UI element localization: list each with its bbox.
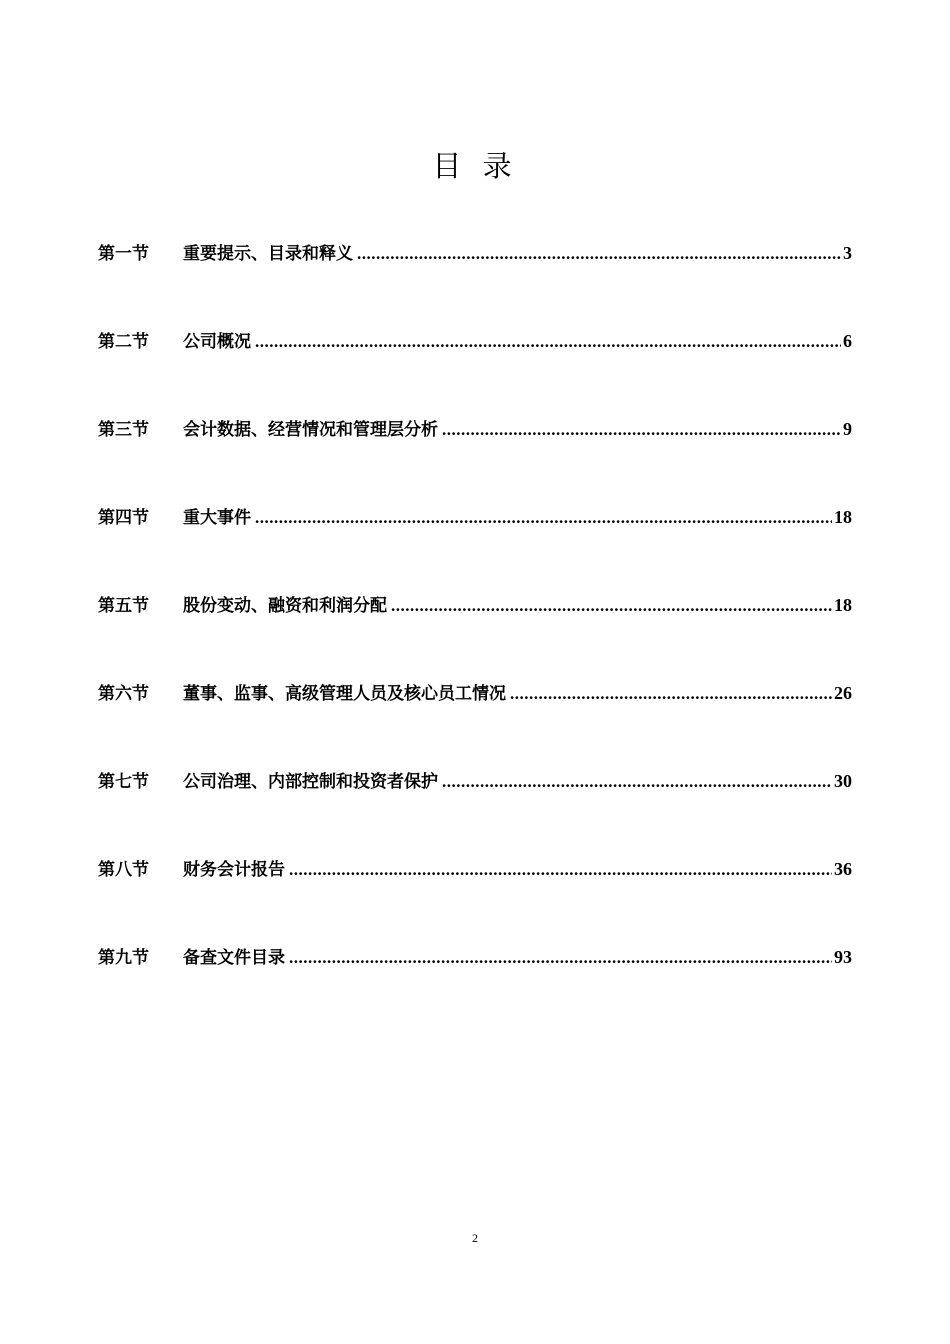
toc-dot-leader xyxy=(510,677,832,711)
toc-dot-leader xyxy=(442,765,832,799)
toc-entry[interactable] xyxy=(98,676,852,764)
table-of-contents xyxy=(98,236,852,1028)
toc-section-title: 公司概况 xyxy=(183,332,251,352)
toc-section-title: 董事、监事、高级管理人员及核心员工情况 xyxy=(183,684,506,704)
toc-section-number: 第三节 xyxy=(98,420,149,440)
toc-page-number: 18 xyxy=(834,595,852,615)
toc-section-title: 重大事件 xyxy=(183,508,251,528)
toc-dot-leader xyxy=(289,941,832,975)
toc-section-number: 第六节 xyxy=(98,684,149,704)
toc-section-number: 第二节 xyxy=(98,332,149,352)
toc-page-number: 18 xyxy=(834,507,852,527)
toc-section-number: 第七节 xyxy=(98,772,149,792)
toc-section-title: 公司治理、内部控制和投资者保护 xyxy=(183,772,438,792)
page-number: 2 xyxy=(472,1231,478,1245)
toc-entry[interactable] xyxy=(98,764,852,852)
toc-page-number: 26 xyxy=(834,683,852,703)
toc-entry[interactable] xyxy=(98,500,852,588)
toc-page-number: 3 xyxy=(843,243,852,263)
toc-section-title: 会计数据、经营情况和管理层分析 xyxy=(183,420,438,440)
toc-page-number: 9 xyxy=(843,419,852,439)
toc-dot-leader xyxy=(255,325,841,359)
toc-entry[interactable] xyxy=(98,236,852,324)
toc-section-number: 第八节 xyxy=(98,860,149,880)
toc-section-number: 第五节 xyxy=(98,596,149,616)
toc-entry[interactable] xyxy=(98,324,852,412)
toc-entry[interactable] xyxy=(98,588,852,676)
toc-section-title: 股份变动、融资和利润分配 xyxy=(183,596,387,616)
toc-entry[interactable] xyxy=(98,412,852,500)
toc-page-number: 6 xyxy=(843,331,852,351)
toc-section-title: 备查文件目录 xyxy=(183,948,285,968)
toc-dot-leader xyxy=(255,501,832,535)
toc-dot-leader xyxy=(442,413,841,447)
toc-dot-leader xyxy=(391,589,832,623)
toc-section-number: 第一节 xyxy=(98,244,149,264)
toc-entry[interactable] xyxy=(98,940,852,1028)
toc-page-number: 30 xyxy=(834,771,852,791)
page-title: 目 录 xyxy=(432,149,518,183)
toc-entry[interactable] xyxy=(98,852,852,940)
toc-dot-leader xyxy=(289,853,832,887)
toc-section-number: 第九节 xyxy=(98,948,149,968)
toc-section-number: 第四节 xyxy=(98,508,149,528)
toc-page-number: 36 xyxy=(834,859,852,879)
toc-section-title: 财务会计报告 xyxy=(183,860,285,880)
toc-section-title: 重要提示、目录和释义 xyxy=(183,244,353,264)
toc-page-number: 93 xyxy=(834,947,852,967)
toc-dot-leader xyxy=(357,237,841,271)
